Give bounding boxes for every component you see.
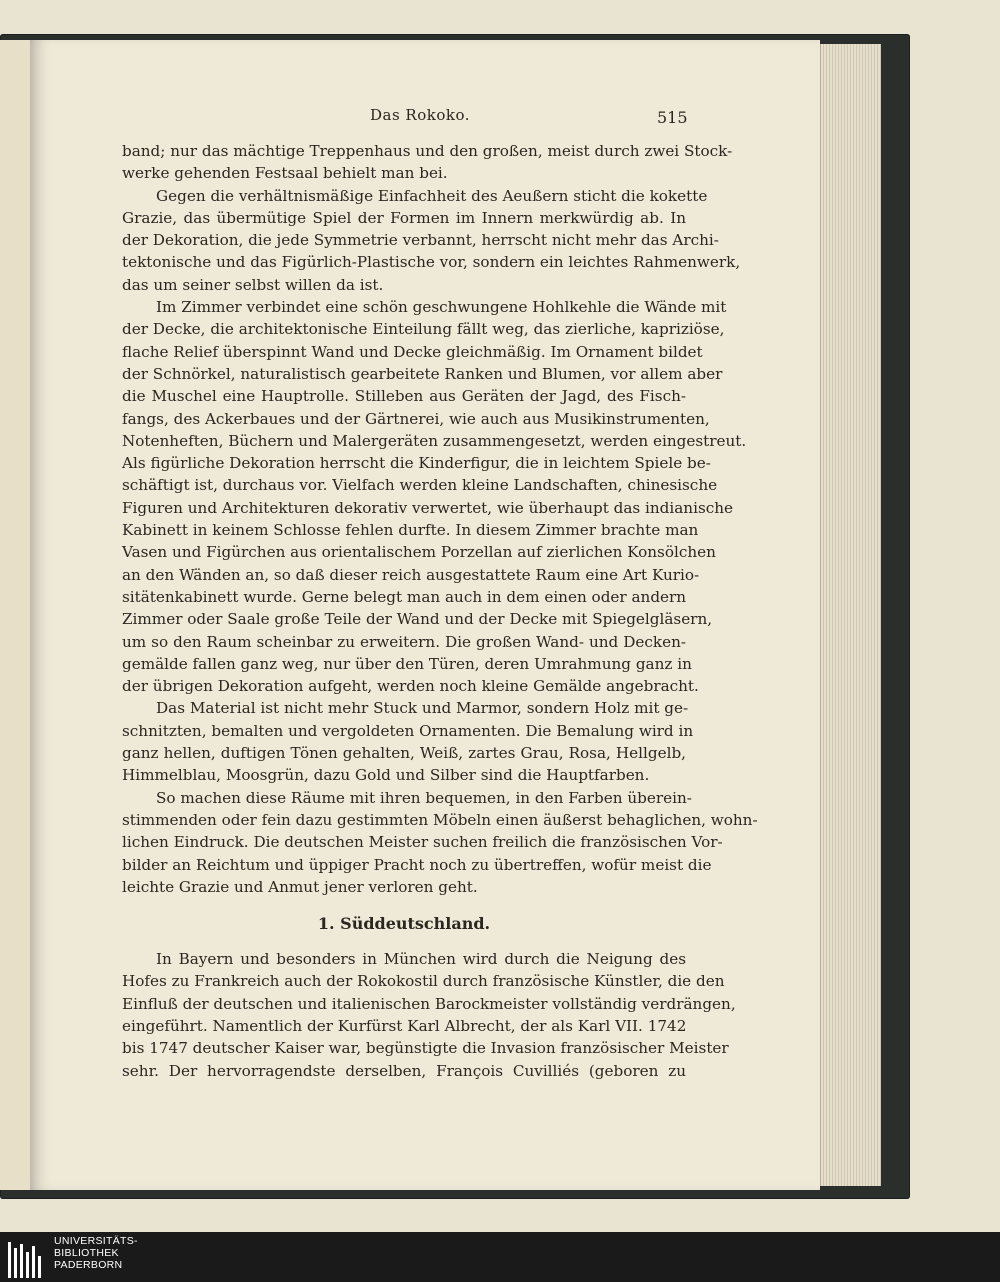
text-line: fangs, des Ackerbaues und der Gärtnerei, wie auch aus Musikinstrumenten, <box>122 409 710 428</box>
body-paragraphs-bottom <box>122 948 736 1082</box>
text-line: Das Material ist nicht mehr Stuck und Marmor, sondern Holz mit ge- <box>156 699 689 718</box>
text-line: So machen diese Räume mit ihren bequemen, in den Farben überein- <box>156 788 692 807</box>
text-line: Einfluß der deutschen und italienischen Barockmeister vollständig verdrängen, <box>122 994 736 1013</box>
page-number: 515 <box>657 108 688 127</box>
text-line: Als figürliche Dekoration herrscht die Kinderfigur, die in leichtem Spiele be- <box>122 454 711 473</box>
footer-bar <box>0 1232 1000 1282</box>
text-line: flache Relief überspinnt Wand und Decke gleichmäßig. Im Ornament bildet <box>122 342 703 361</box>
text-line: der Dekoration, die jede Symmetrie verbannt, herrscht nicht mehr das Archi- <box>122 231 719 250</box>
text-line: bilder an Reichtum und üppiger Pracht noch zu übertreffen, wofür meist die <box>122 855 712 874</box>
text-line: Notenheften, Büchern und Malergeräten zusammengesetzt, werden eingestreut. <box>122 431 747 450</box>
text-line: der übrigen Dekoration aufgeht, werden noch kleine Gemälde angebracht. <box>122 677 699 696</box>
body-paragraphs-top <box>122 140 758 898</box>
left-page-edge <box>0 40 31 1190</box>
text-line: gemälde fallen ganz weg, nur über den Türen, deren Umrahmung ganz in <box>122 654 692 673</box>
text-line: die Muschel eine Hauptrolle. Stilleben aus Geräten der Jagd, des Fisch- <box>122 387 686 406</box>
text-line: Gegen die verhältnismäßige Einfachheit des Aeußern sticht die kokette <box>156 186 708 205</box>
text-line: Vasen und Figürchen aus orientalischem Porzellan auf zierlichen Konsölchen <box>122 543 716 562</box>
library-logo-text <box>54 1235 138 1271</box>
text-line: Im Zimmer verbindet eine schön geschwungene Hohlkehle die Wände mit <box>156 298 727 317</box>
text-line: bis 1747 deutscher Kaiser war, begünstigte die Invasion französischer Meister <box>122 1039 729 1058</box>
text-line: sehr. Der hervorragendste derselben, François Cuvilliés (geboren zu <box>122 1061 686 1080</box>
text-line: tektonische und das Figürlich-Plastische vor, sondern ein leichtes Rahmenwerk, <box>122 253 741 272</box>
text-line: leichte Grazie und Anmut jener verloren geht. <box>122 877 478 896</box>
text-line: der Schnörkel, naturalistisch gearbeitete Ranken und Blumen, vor allem aber <box>122 364 723 383</box>
text-line: Figuren und Architekturen dekorativ verwertet, wie überhaupt das indianische <box>122 498 734 517</box>
text-line: Hofes zu Frankreich auch der Rokokostil durch französische Künstler, die den <box>122 972 725 991</box>
logo-line: PADERBORN <box>54 1259 123 1271</box>
library-logo-icon <box>8 1240 48 1278</box>
logo-line: UNIVERSITÄTS- <box>54 1235 138 1247</box>
text-line: stimmenden oder fein dazu gestimmten Möbeln einen äußerst behaglichen, wohn- <box>122 810 758 829</box>
text-line: sitätenkabinett wurde. Gerne belegt man auch in dem einen oder andern <box>122 587 687 606</box>
text-line: In Bayern und besonders in München wird durch die Neigung des <box>156 950 686 969</box>
page-stack-edges <box>820 44 881 1186</box>
text-line: um so den Raum scheinbar zu erweitern. Die großen Wand- und Decken- <box>122 632 686 651</box>
text-line: schnitzten, bemalten und vergoldeten Ornamenten. Die Bemalung wird in <box>122 721 694 740</box>
text-line: der Decke, die architektonische Einteilung fällt weg, das zierliche, kapriziöse, <box>122 320 725 339</box>
text-line: Grazie, das übermütige Spiel der Formen im Innern merkwürdig ab. In <box>122 208 686 227</box>
text-line: an den Wänden an, so daß dieser reich ausgestattete Raum eine Art Kurio- <box>122 565 700 584</box>
running-head: Das Rokoko. <box>370 106 471 124</box>
text-line: das um seiner selbst willen da ist. <box>122 275 384 294</box>
text-line: Zimmer oder Saale große Teile der Wand und der Decke mit Spiegelgläsern, <box>122 610 713 629</box>
text-line: Himmelblau, Moosgrün, dazu Gold und Silber sind die Hauptfarben. <box>122 766 650 785</box>
text-line: schäftigt ist, durchaus vor. Vielfach werden kleine Landschaften, chinesische <box>122 476 718 495</box>
text-line: lichen Eindruck. Die deutschen Meister suchen freilich die französischen Vor- <box>122 833 723 852</box>
text-line: band; nur das mächtige Treppenhaus und den großen, meist durch zwei Stock- <box>122 142 733 160</box>
text-line: eingeführt. Namentlich der Kurfürst Karl Albrecht, der als Karl VII. 1742 <box>122 1016 687 1035</box>
text-line: werke gehenden Festsaal behielt man bei. <box>122 164 448 183</box>
body-text <box>122 140 758 1082</box>
section-heading: 1. Süddeutschland. <box>317 914 491 934</box>
text-line: Kabinett in keinem Schlosse fehlen durfte. In diesem Zimmer brachte man <box>122 521 699 540</box>
text-line: ganz hellen, duftigen Tönen gehalten, Weiß, zartes Grau, Rosa, Hellgelb, <box>122 744 686 763</box>
logo-line: BIBLIOTHEK <box>54 1247 119 1259</box>
